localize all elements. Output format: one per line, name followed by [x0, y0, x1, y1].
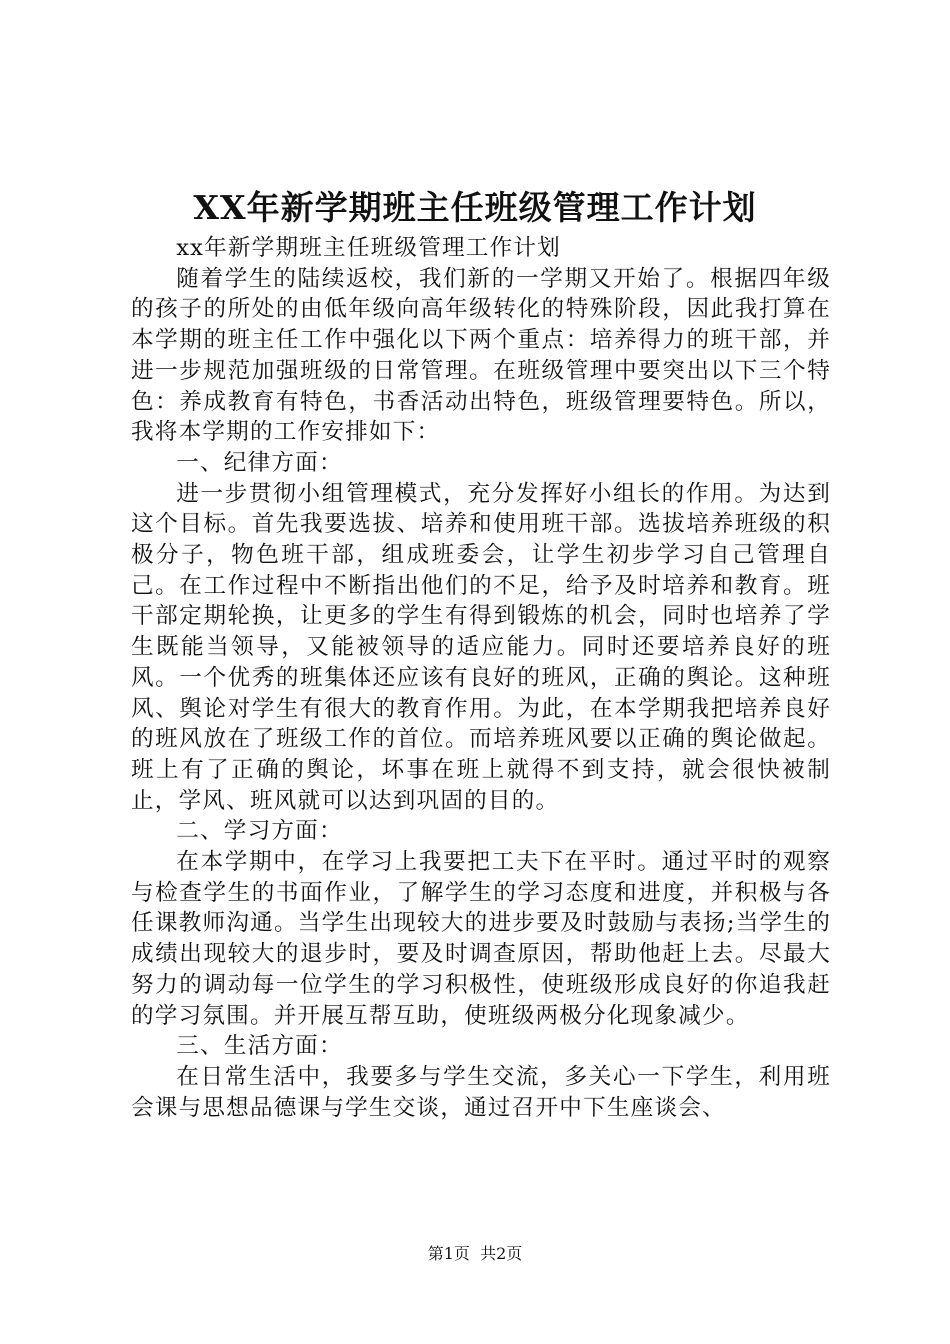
document-title: XX年新学期班主任班级管理工作计划: [193, 188, 757, 227]
page-indicator: 第1页 共2页: [427, 1244, 523, 1263]
document-body: [131, 233, 831, 1123]
section-heading-life: 三、生活方面：: [176, 1033, 343, 1060]
life-paragraph: 在日常生活中，我要多与学生交流，多关心一下学生，利用班会课与思想品德课与学生交谈，通过召开中下生座谈会、: [131, 1063, 831, 1121]
intro-paragraph: 随着学生的陆续返校，我们新的一学期又开始了。根据四年级的孩子的所处的由低年级向高年级转化的特殊阶段，因此我打算在本学期的班主任工作中强化以下两个重点：培养得力的班干部，并进一步规范加强班级的日常管理。在班级管理中要突出以下三个特色：养成教育有特色，书香活动出特色，班级管理要特色。所以，我将本学期的工作安排如下：: [131, 265, 831, 446]
discipline-paragraph: 进一步贯彻小组管理模式，充分发挥好小组长的作用。为达到这个目标。首先我要选拔、培养和使用班干部。选拔培养班级的积极分子，物色班干部，组成班委会，让学生初步学习自己管理自己。在工作过程中不断指出他们的不足，给予及时培养和教育。班干部定期轮换，让更多的学生有得到锻炼的机会，同时也培养了学生既能当领导，又能被领导的适应能力。同时还要培养良好的班风。一个优秀的班集体还应该有良好的班风，正确的舆论。这种班风、舆论对学生有很大的教育作用。为此，在本学期我把培养良好的班风放在了班级工作的首位。而培养班风要以正确的舆论做起。班上有了正确的舆论，坏事在班上就得不到支持，就会很快被制止，学风、班风就可以达到巩固的目的。: [131, 480, 831, 814]
subtitle-line: xx年新学期班主任班级管理工作计划: [176, 235, 561, 261]
study-paragraph: 在本学期中，在学习上我要把工夫下在平时。通过平时的观察与检查学生的书面作业，了解学生的学习态度和进度，并积极与各任课教师沟通。当学生出现较大的进步要及时鼓励与表扬;当学生的成绩出现较大的退步时，要及时调查原因，帮助他赶上去。尽最大努力的调动每一位学生的学习积极性，使班级形成良好的你追我赶的学习氛围。并开展互帮互助，使班级两极分化现象减少。: [131, 849, 831, 1029]
section-heading-discipline: 一、纪律方面：: [176, 449, 343, 476]
section-heading-study: 二、学习方面：: [176, 818, 343, 845]
